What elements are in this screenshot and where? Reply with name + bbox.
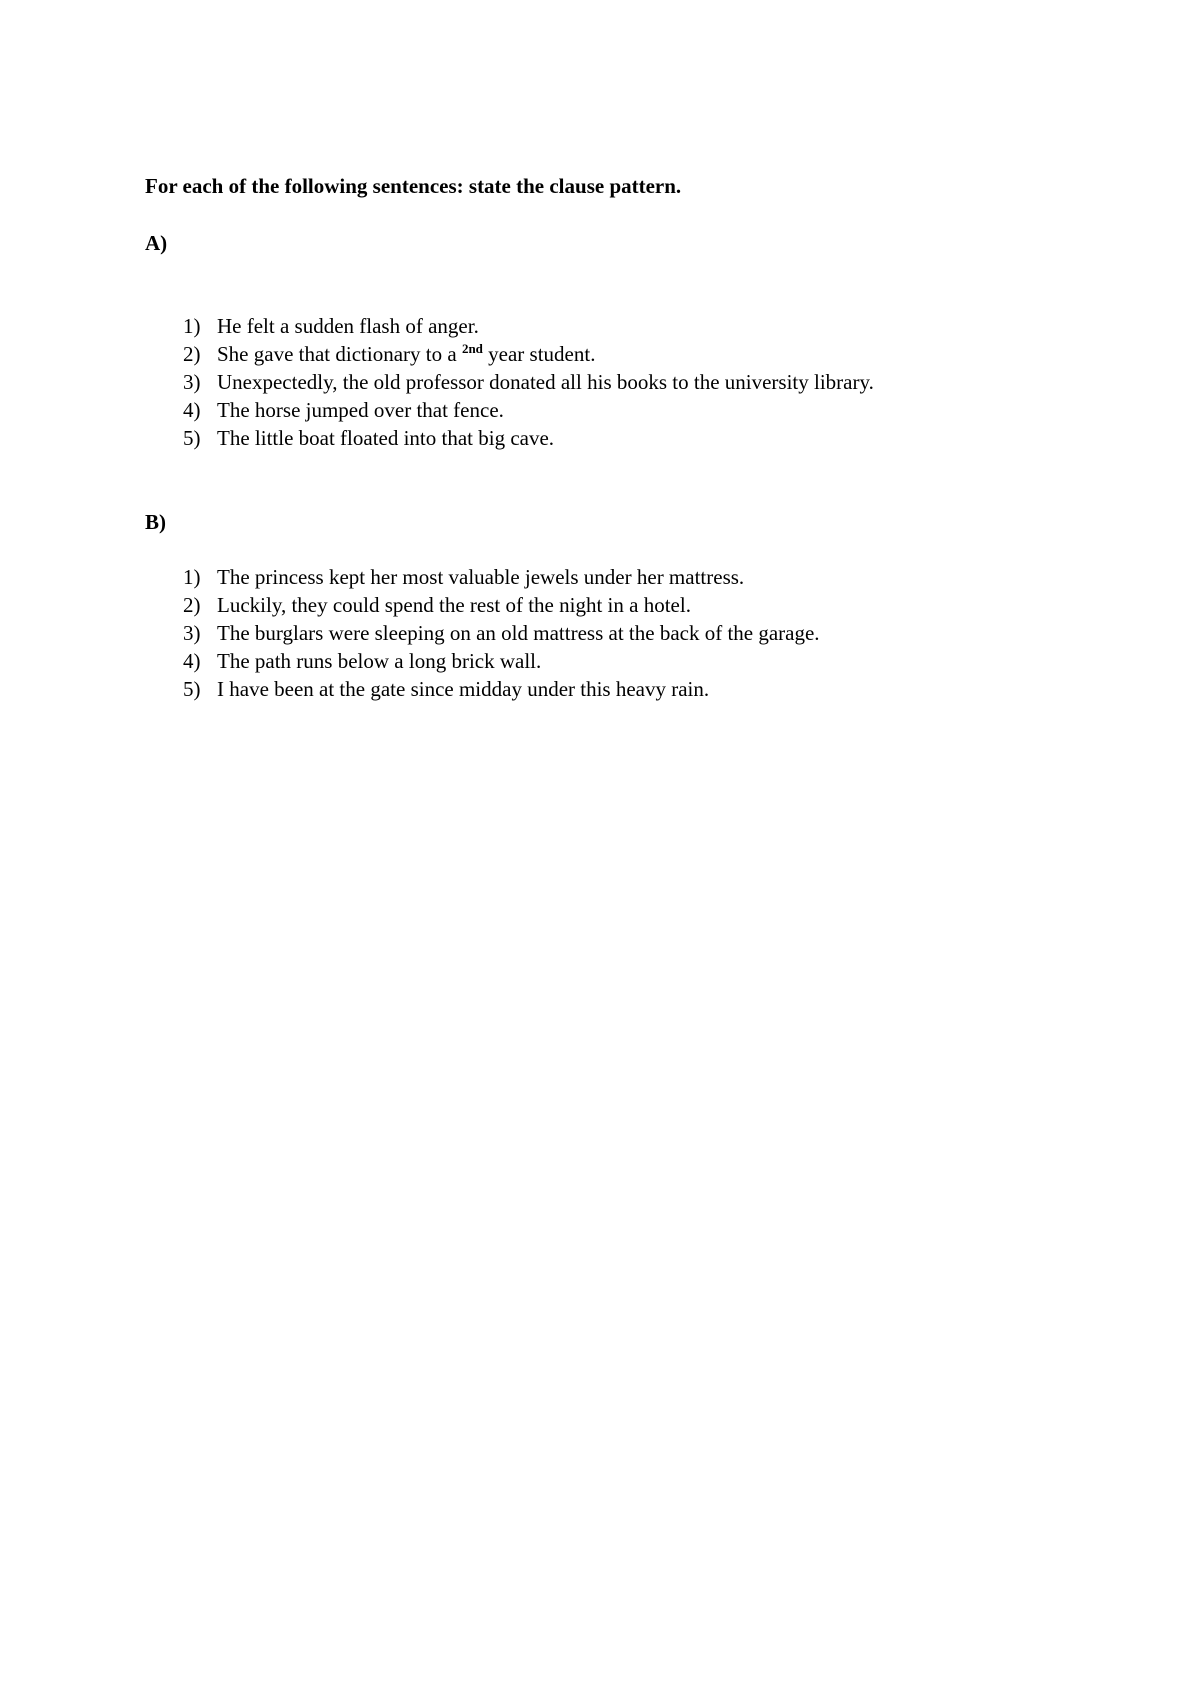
item-text: Luckily, they could spend the rest of the night in a hotel. bbox=[217, 593, 691, 617]
item-text-after: year student. bbox=[482, 342, 596, 366]
instruction-heading: For each of the following sentences: state the clause pattern. bbox=[145, 174, 682, 198]
item-text-before: She gave that dictionary to a bbox=[217, 342, 462, 366]
item-number: 4) bbox=[183, 398, 201, 422]
item-number: 1) bbox=[183, 314, 201, 338]
ordinal-superscript: 2nd bbox=[461, 341, 483, 356]
item-number: 4) bbox=[183, 649, 201, 673]
item-text: The little boat floated into that big cave. bbox=[217, 426, 555, 450]
item-text: The princess kept her most valuable jewels under her mattress. bbox=[217, 565, 745, 589]
section-a-label: A) bbox=[145, 231, 168, 255]
item-number: 2) bbox=[183, 593, 201, 617]
item-number: 5) bbox=[183, 426, 201, 450]
item-number: 1) bbox=[183, 565, 201, 589]
item-text: The horse jumped over that fence. bbox=[217, 398, 504, 422]
item-number: 5) bbox=[183, 677, 201, 701]
item-number: 3) bbox=[183, 370, 201, 394]
item-text: I have been at the gate since midday under this heavy rain. bbox=[217, 677, 710, 701]
section-b-label: B) bbox=[145, 510, 166, 534]
item-text: The path runs below a long brick wall. bbox=[217, 649, 542, 673]
item-number: 3) bbox=[183, 621, 201, 645]
item-text: The burglars were sleeping on an old mattress at the back of the garage. bbox=[217, 621, 820, 645]
item-text: Unexpectedly, the old professor donated all his books to the university library. bbox=[217, 370, 874, 394]
item-text bbox=[217, 340, 595, 368]
item-number: 2) bbox=[183, 342, 201, 366]
item-text: He felt a sudden flash of anger. bbox=[217, 314, 479, 338]
